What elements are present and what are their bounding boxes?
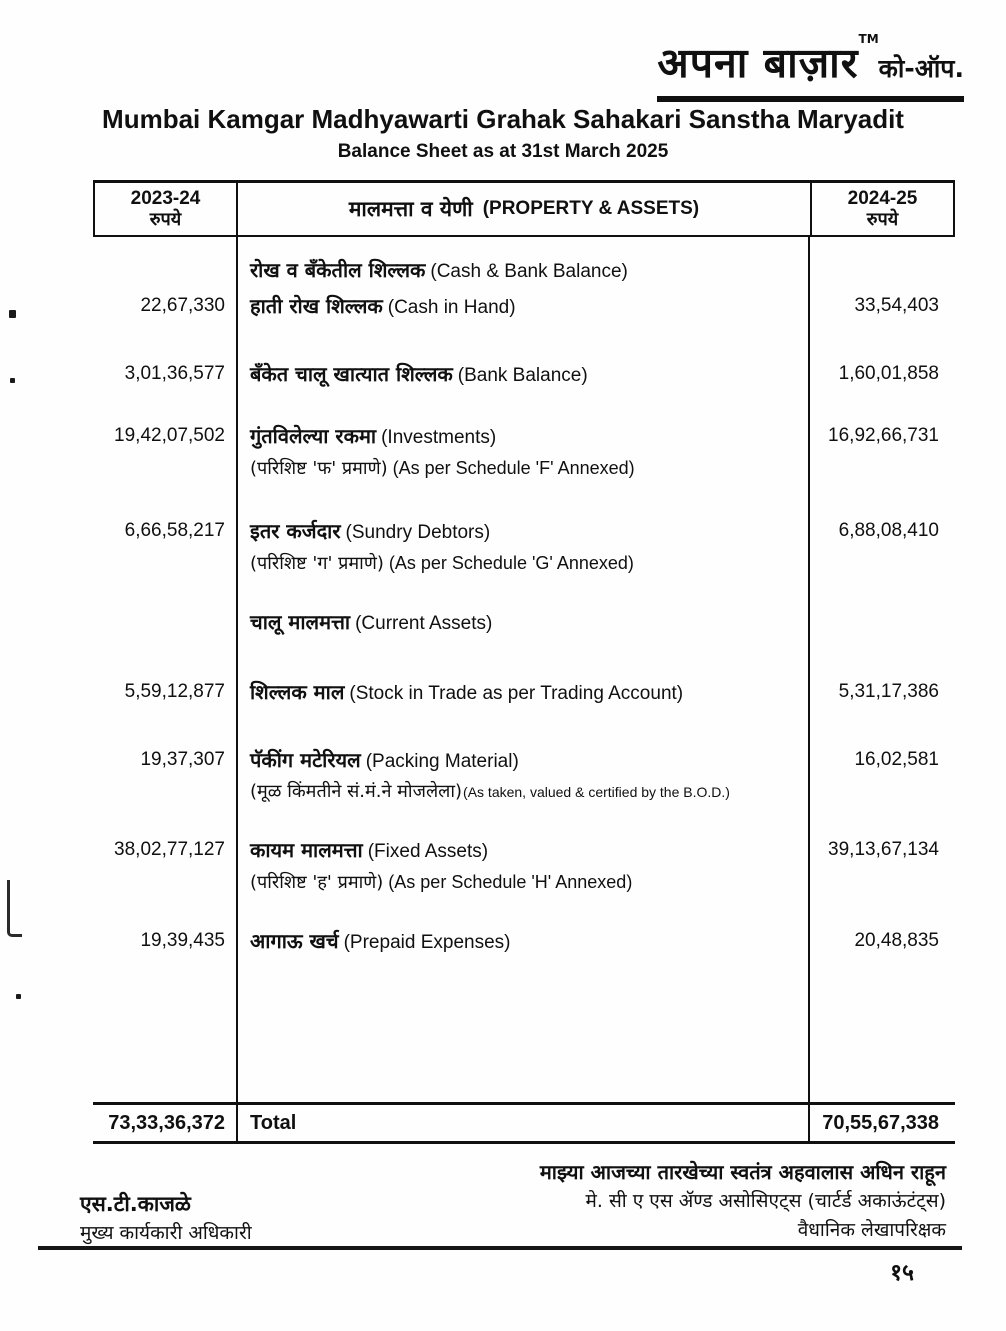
row-label-english: (Sundry Debtors)	[345, 522, 491, 543]
table-row-stock-in-trade	[93, 677, 955, 709]
balance-sheet-table	[93, 180, 955, 1144]
page-number: १५	[890, 1260, 914, 1286]
table-total-row	[93, 1102, 955, 1144]
table-body	[93, 237, 955, 1102]
total-amount-curr: 70,55,67,338	[822, 1112, 939, 1134]
row-label-marathi: बँकेत चालू खात्यात शिल्लक	[250, 362, 453, 386]
page-subtitle: Balance Sheet as at 31st March 2025	[337, 141, 669, 162]
prev-currency-label: रुपये	[149, 208, 182, 230]
table-row-bank-balance	[93, 359, 955, 391]
curr-year-label: 2024-25	[847, 187, 918, 209]
footer-divider	[38, 1246, 962, 1250]
scan-artifact	[16, 994, 21, 999]
ceo-signature-block	[80, 1190, 252, 1248]
table-row-investments	[93, 421, 955, 484]
row-label-english: (Stock in Trade as per Trading Account)	[349, 683, 684, 704]
row-label-marathi: आगाऊ खर्च	[250, 929, 339, 953]
amount-prev: 19,42,07,502	[114, 425, 225, 446]
amount-curr: 33,54,403	[854, 295, 939, 316]
amount-curr: 39,13,67,134	[828, 839, 939, 860]
amount-curr	[808, 607, 955, 639]
row-label-english: (Current Assets)	[355, 613, 493, 634]
assets-header-english: (PROPERTY & ASSETS)	[482, 198, 700, 220]
amount-prev: 3,01,36,577	[124, 363, 225, 384]
logo-underline	[657, 34, 964, 102]
row-label-marathi: शिल्लक माल	[250, 680, 345, 704]
page-title: Mumbai Kamgar Madhyawarti Grahak Sahakari Sanstha Maryadit	[102, 104, 904, 134]
apna-bazar-logo	[657, 34, 964, 102]
ceo-role: मुख्य कार्यकारी अधिकारी	[80, 1222, 252, 1244]
amount-prev: 5,59,12,877	[124, 681, 225, 702]
table-header-row	[93, 180, 955, 237]
row-label-marathi: इतर कर्जदार	[250, 519, 341, 543]
row-label-marathi: गुंतविलेल्या रकमा	[250, 424, 377, 448]
amount-curr: 20,48,835	[854, 930, 939, 951]
row-sublabel-english: (As taken, valued & certified by the B.O.D.)	[463, 784, 730, 800]
amount-curr: 1,60,01,858	[838, 363, 939, 384]
logo-brand-text: अपना बाज़ार	[657, 39, 859, 87]
row-sublabel-marathi: (परिशिष्ट 'ग' प्रमाणे)	[250, 553, 384, 574]
table-row-current-assets-group	[93, 607, 955, 639]
amount-prev: 38,02,77,127	[114, 839, 225, 860]
row-sublabel-english: (As per Schedule 'F' Annexed)	[392, 458, 635, 478]
row-label-marathi: हाती रोख शिल्लक	[250, 294, 383, 318]
table-row-cash-in-hand	[93, 291, 955, 323]
row-sublabel-marathi: (मूळ किंमतीने सं.मं.ने मोजलेला)	[250, 781, 463, 802]
row-label-english: (Fixed Assets)	[367, 841, 489, 862]
trademark-symbol: TM	[858, 32, 879, 46]
row-sublabel-english: (As per Schedule 'H' Annexed)	[388, 872, 633, 892]
column-divider-right	[808, 1104, 810, 1142]
scan-artifact-pen-mark	[7, 880, 22, 937]
column-divider-left	[236, 237, 238, 1102]
amount-prev	[93, 607, 236, 639]
table-row-packing-material	[93, 745, 955, 807]
row-label-marathi: रोख व बँकेतील शिल्लक	[250, 258, 426, 282]
table-row-prepaid-expenses	[93, 926, 955, 958]
amount-curr: 16,92,66,731	[828, 425, 939, 446]
scan-artifact	[10, 378, 15, 383]
auditor-note: माझ्या आजच्या तारखेच्या स्वतंत्र अहवालास अधिन राहून	[539, 1160, 946, 1184]
amount-curr: 6,88,08,410	[838, 520, 939, 541]
column-header-assets	[238, 183, 810, 235]
row-label-english: (Investments)	[381, 427, 497, 448]
total-label: Total	[250, 1112, 297, 1134]
row-sublabel-english: (As per Schedule 'G' Annexed)	[388, 553, 634, 573]
row-label-english: (Cash & Bank Balance)	[430, 261, 628, 282]
amount-prev: 6,66,58,217	[124, 520, 225, 541]
table-row-cash-bank-group	[93, 255, 955, 287]
curr-currency-label: रुपये	[866, 208, 899, 230]
prev-year-label: 2023-24	[130, 187, 201, 209]
ceo-name: एस.टी.काजळे	[80, 1192, 191, 1216]
row-label-english: (Cash in Hand)	[387, 297, 516, 318]
amount-curr: 16,02,581	[854, 749, 939, 770]
amount-prev: 19,39,435	[140, 930, 225, 951]
row-label-english: (Bank Balance)	[457, 365, 588, 386]
amount-prev: 22,67,330	[140, 295, 225, 316]
column-divider-left	[236, 1104, 238, 1142]
column-header-prev-year	[95, 183, 238, 235]
row-label-english: (Packing Material)	[365, 751, 519, 772]
row-label-marathi: कायम मालमत्ता	[250, 838, 363, 862]
row-sublabel-marathi: (परिशिष्ट 'फ' प्रमाणे)	[250, 458, 388, 479]
total-amount-prev: 73,33,36,372	[108, 1112, 225, 1134]
column-header-curr-year	[810, 183, 953, 235]
auditor-signature-block	[540, 1158, 946, 1245]
amount-curr	[808, 255, 955, 287]
amount-prev: 19,37,307	[140, 749, 225, 770]
auditor-role: वैधानिक लेखापरिक्षक	[797, 1219, 946, 1241]
row-sublabel-marathi: (परिशिष्ट 'ह' प्रमाणे)	[250, 872, 384, 893]
column-divider-right	[808, 237, 810, 1102]
scan-artifact	[9, 310, 16, 318]
table-row-sundry-debtors	[93, 516, 955, 579]
row-label-english: (Prepaid Expenses)	[343, 932, 511, 953]
table-row-fixed-assets	[93, 835, 955, 898]
logo-coop-text: को-ऑप.	[878, 54, 964, 83]
assets-header-marathi: मालमत्ता व येणी	[348, 196, 473, 221]
row-label-marathi: चालू मालमत्ता	[250, 610, 351, 634]
amount-curr: 5,31,17,386	[838, 681, 939, 702]
amount-prev	[93, 255, 236, 287]
auditor-firm: मे. सी ए एस ॲण्ड असोसिएट्स (चार्टर्ड अकाऊंटंट्स)	[585, 1190, 946, 1212]
row-label-marathi: पॅकींग मटेरियल	[250, 748, 361, 772]
